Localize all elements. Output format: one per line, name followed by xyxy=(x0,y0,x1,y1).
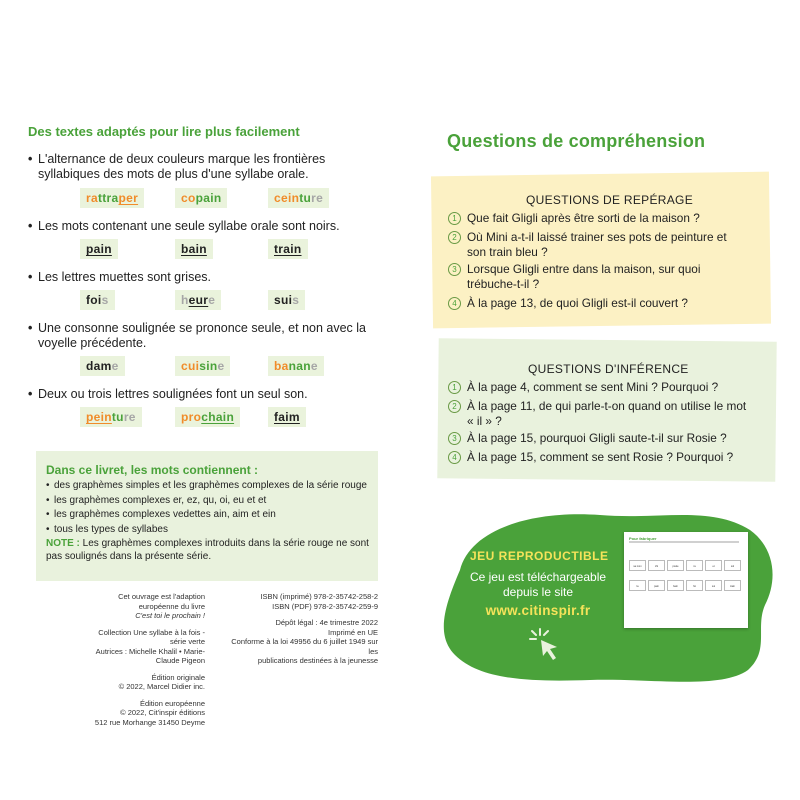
credit-line: Autrices : Michelle Khalil • Marie-Claude Pigeon xyxy=(95,646,205,665)
credit-line: Édition originale xyxy=(151,672,205,682)
credit-block xyxy=(80,628,205,666)
word-segment: re xyxy=(311,191,324,205)
word-segment: faim xyxy=(274,410,300,424)
bullet-dot: • xyxy=(28,219,33,233)
question-item xyxy=(448,296,748,311)
bullet-text: L'alternance de deux couleurs marque les frontières syllabiques des mots de plus d'une syllabe orale. xyxy=(38,152,326,181)
word-segment: e xyxy=(208,293,216,307)
credits-left xyxy=(80,592,205,734)
sheet-text-line xyxy=(629,541,739,543)
sheet-title: Pour fabriquer xyxy=(629,536,657,541)
word-segment: e xyxy=(111,359,119,373)
sheet-cell: foi xyxy=(686,580,703,591)
question-item xyxy=(448,450,748,465)
credit-line: 512 rue Morhange 31450 Deyme xyxy=(94,717,205,727)
bullet-text: Une consonne soulignée se prononce seule, et non avec la voyelle précédente. xyxy=(38,321,367,350)
jeu-line-2: depuis le site xyxy=(502,585,574,599)
example-word xyxy=(80,290,115,310)
word-segment: pain xyxy=(195,191,222,205)
credit-line: ISBN (imprimé) 978-2-35742-258-2 xyxy=(260,592,378,601)
livret-item xyxy=(46,524,378,537)
bullet-lettres-soulignees xyxy=(30,387,370,402)
question-number: 2 xyxy=(448,400,461,413)
jeu-url-link[interactable]: www.citinspir.fr xyxy=(485,603,591,618)
example-word xyxy=(80,239,118,259)
credit-line: Édition européenne xyxy=(139,698,205,708)
word-segment: eur xyxy=(188,293,209,307)
credit-block xyxy=(80,699,205,728)
example-word xyxy=(80,407,142,427)
question-number: 4 xyxy=(448,451,461,464)
sheet-cell: sui xyxy=(705,580,722,591)
question-text: À la page 11, de qui parle-t-on quand on utilise le mot « il » ? xyxy=(467,399,747,428)
word-segment: tu xyxy=(299,191,312,205)
example-word xyxy=(80,356,125,376)
word-segment: h xyxy=(181,293,189,307)
sheet-cell: train xyxy=(724,580,741,591)
question-number: 1 xyxy=(448,212,461,225)
note-text: Les graphèmes complexes introduits dans la série rouge ne sont pas soulignés dans la présente série. xyxy=(46,538,369,562)
question-text: À la page 13, de quoi Gligli est-il couvert ? xyxy=(467,296,688,310)
example-word xyxy=(175,290,221,310)
right-section-title: Questions de compréhension xyxy=(447,131,706,151)
word-segment: ra xyxy=(86,191,98,205)
sheet-cell: la xyxy=(629,580,646,591)
word-segment: pain xyxy=(86,242,112,256)
livret-item xyxy=(46,495,378,508)
question-text: Lorsque Gligli entre dans la maison, sur quoi trébuche-t-il ? xyxy=(467,262,701,291)
example-word xyxy=(175,407,240,427)
question-text: À la page 15, comment se sent Rosie ? Pourquoi ? xyxy=(467,450,734,464)
inference-heading: QUESTIONS D'INFÉRENCE xyxy=(528,362,689,376)
sheet-cell: et xyxy=(705,560,722,571)
word-segment: ba xyxy=(274,359,289,373)
question-text: Où Mini a-t-il laissé trainer ses pots de peinture et son train bleu ? xyxy=(467,230,727,259)
question-number: 3 xyxy=(448,263,461,276)
sheet-cell: sol xyxy=(724,560,741,571)
jeu-title: JEU REPRODUCTIBLE xyxy=(470,549,609,563)
word-segment: sin xyxy=(199,359,218,373)
bullet-dot: • xyxy=(28,152,33,166)
example-word xyxy=(80,188,144,208)
word-segment: cui xyxy=(181,359,200,373)
livret-title: Dans ce livret, les mots contiennent : xyxy=(46,463,259,477)
question-item xyxy=(448,230,748,260)
credit-line: Collection Une syllabe à la fois - série verte xyxy=(98,627,205,646)
sheet-cell: ra xyxy=(686,560,703,571)
question-item xyxy=(448,380,748,395)
word-segment: cein xyxy=(274,191,300,205)
example-word xyxy=(175,356,230,376)
livret-item-text: les graphèmes complexes vedettes ain, aim et ein xyxy=(54,509,276,520)
credit-block xyxy=(228,592,378,611)
bullet-dot: • xyxy=(46,509,50,520)
example-word xyxy=(268,188,329,208)
word-segment: nan xyxy=(288,359,311,373)
question-number: 4 xyxy=(448,297,461,310)
word-segment: s xyxy=(292,293,300,307)
word-segment: tu xyxy=(111,410,124,424)
question-text: À la page 15, pourquoi Gligli saute-t-il sur Rosie ? xyxy=(467,431,727,445)
credit-line: Cet ouvrage est l'adaption européenne du livre xyxy=(118,592,205,611)
bullet-dot: • xyxy=(46,523,50,535)
word-segment: pro xyxy=(181,410,202,424)
credit-block xyxy=(228,618,378,666)
question-item xyxy=(448,431,748,446)
word-segment: per xyxy=(118,191,139,205)
word-segment: re xyxy=(123,410,136,424)
bullet-text: Les mots contenant une seule syllabe orale sont noirs. xyxy=(38,219,340,233)
credit-line: C'est toi le prochain ! xyxy=(135,611,205,620)
word-segment: pein xyxy=(86,410,112,424)
bullet-dot: • xyxy=(46,480,50,491)
word-segment: s xyxy=(101,293,109,307)
word-segment: e xyxy=(310,359,318,373)
word-segment: train xyxy=(274,242,302,256)
livret-info-box xyxy=(36,451,378,581)
question-number: 1 xyxy=(448,381,461,394)
credit-line: Dépôt légal : 4e trimestre 2022 xyxy=(275,618,378,627)
credit-line: publications destinées à la jeunesse xyxy=(257,656,378,665)
jeu-line-1: Ce jeu est téléchargeable xyxy=(469,570,607,584)
credits-right xyxy=(228,592,378,673)
credit-line: Conforme à la loi 49956 du 6 juillet 1949 sur les xyxy=(231,637,378,656)
sheet-grid xyxy=(629,550,743,610)
word-segment: chain xyxy=(201,410,235,424)
word-segment: foi xyxy=(86,293,102,307)
word-segment: sui xyxy=(274,293,293,307)
question-text: Que fait Gligli après être sorti de la maison ? xyxy=(467,211,700,225)
sheet-cell: chi xyxy=(648,560,665,571)
credit-line: Imprimé en UE xyxy=(327,627,378,637)
example-word xyxy=(268,407,306,427)
word-row-5 xyxy=(0,407,400,429)
bullet-dot: • xyxy=(28,321,33,335)
word-row-2 xyxy=(0,239,400,261)
question-text: À la page 4, comment se sent Mini ? Pourquoi ? xyxy=(467,380,719,394)
reperage-heading: QUESTIONS DE REPÉRAGE xyxy=(526,193,693,207)
sheet-cell: pain xyxy=(648,580,665,591)
word-segment: e xyxy=(217,359,225,373)
bullet-muettes xyxy=(30,270,370,285)
left-section-title: Des textes adaptés pour lire plus facilement xyxy=(28,124,300,139)
livret-note xyxy=(46,538,378,563)
credit-line: © 2022, Cit'inspir éditions xyxy=(120,708,205,717)
bullet-dot: • xyxy=(28,270,33,284)
credit-block xyxy=(80,673,205,692)
bullet-dot: • xyxy=(28,387,33,401)
livret-item xyxy=(46,480,378,493)
livret-item-text: tous les types de syllabes xyxy=(54,523,168,535)
question-item xyxy=(448,211,748,226)
word-segment: co xyxy=(181,191,196,205)
sheet-cell: bain xyxy=(667,580,684,591)
bullet-consonne xyxy=(30,321,370,351)
question-number: 3 xyxy=(448,432,461,445)
example-word xyxy=(175,239,213,259)
credit-line: © 2022, Marcel Didier inc. xyxy=(118,682,205,691)
sheet-cell: sa mon xyxy=(629,560,646,571)
bullet-alternance xyxy=(30,152,370,182)
word-segment: bain xyxy=(181,242,207,256)
note-label: NOTE : xyxy=(46,538,80,549)
credit-line: ISBN (PDF) 978-2-35742-259-9 xyxy=(272,601,378,611)
livret-item-text: des graphèmes simples et les graphèmes complexes de la série rouge xyxy=(54,480,367,491)
question-item xyxy=(448,399,748,429)
word-segment: dam xyxy=(86,359,112,373)
word-row-4 xyxy=(0,356,400,378)
bullet-dot: • xyxy=(46,494,50,506)
example-word xyxy=(268,290,305,310)
livret-item-text: les graphèmes complexes er, ez, qu, oi, eu et et xyxy=(54,494,267,506)
word-row-3 xyxy=(0,290,400,312)
credit-block xyxy=(80,592,205,621)
livret-item xyxy=(46,509,378,522)
example-word xyxy=(268,239,308,259)
question-item xyxy=(448,262,748,292)
word-row-1 xyxy=(0,188,400,210)
bullet-monosyllabes xyxy=(30,219,370,234)
cursor-click-icon xyxy=(526,625,566,665)
sheet-cell: poule xyxy=(667,560,684,571)
example-word xyxy=(268,356,324,376)
game-sheet-thumbnail xyxy=(624,532,748,628)
bullet-text: Deux ou trois lettres soulignées font un seul son. xyxy=(38,387,308,401)
question-number: 2 xyxy=(448,231,461,244)
word-segment: ttra xyxy=(97,191,119,205)
example-word xyxy=(175,188,227,208)
bullet-text: Les lettres muettes sont grises. xyxy=(38,270,211,284)
